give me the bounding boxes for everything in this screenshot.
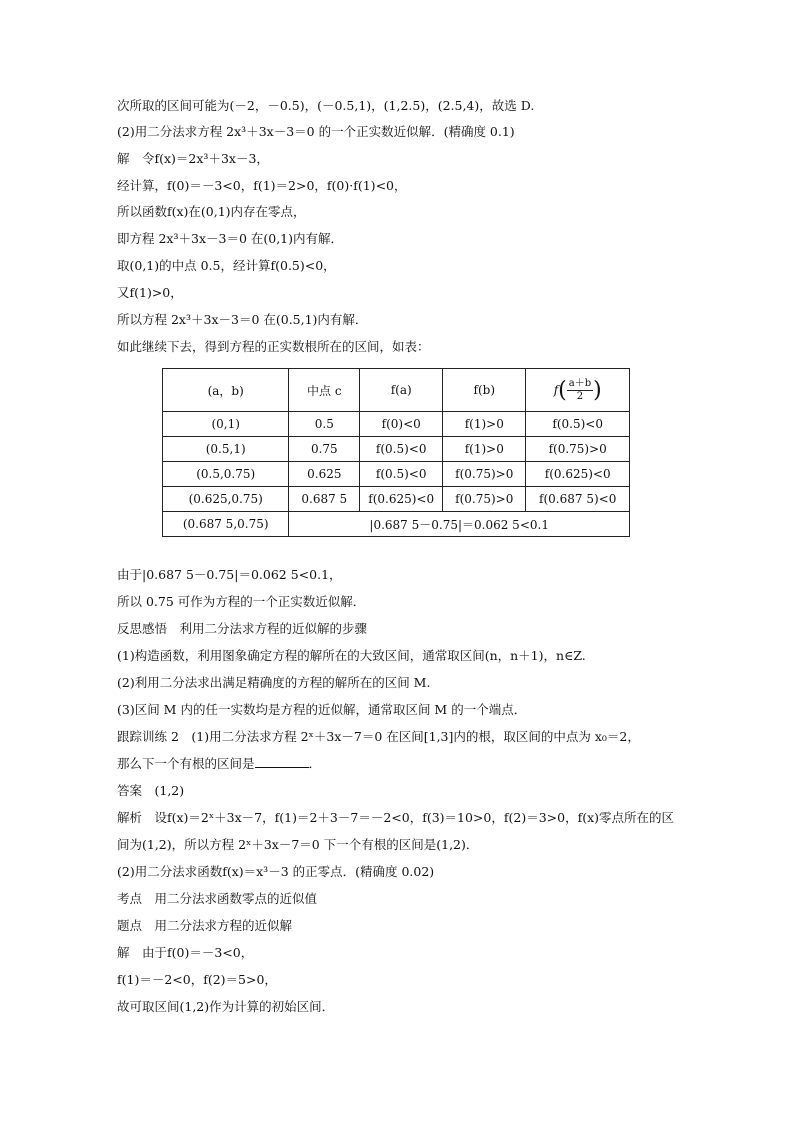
text-line: f(1)＝－2<0，f(2)＝5>0，: [117, 972, 277, 987]
table-row: [163, 462, 630, 487]
cell-interval: (0.625,0.75): [163, 487, 289, 512]
cell-fa: f(0)<0: [360, 412, 443, 437]
cell-interval: (0.5,1): [163, 437, 289, 462]
text-line: 即方程 2x³＋3x－3＝0 在(0,1)内有解．: [117, 231, 344, 246]
cell-fa: f(0.625)<0: [360, 487, 443, 512]
bisection-table: [162, 368, 630, 537]
answer-line: 答案 (1,2): [117, 783, 185, 798]
question-2: (2)用二分法求方程 2x³＋3x－3＝0 的一个正实数近似解．(精确度 0.1): [117, 124, 515, 139]
fraction-numerator: a＋b: [568, 377, 592, 389]
text-line: 所以函数f(x)在(0,1)内存在零点，: [117, 204, 306, 219]
cell-midpoint: 0.625: [289, 462, 360, 487]
subtopic-line: 题点 用二分法求方程的近似解: [117, 918, 293, 933]
cell-interval: (0.5,0.75): [163, 462, 289, 487]
table-row: [163, 437, 630, 462]
text-line: 所以 0.75 可作为方程的一个正实数近似解．: [117, 594, 366, 609]
cell-fa: f(0.5)<0: [360, 462, 443, 487]
header-fa: f(a): [360, 369, 443, 412]
text-line: 经计算，f(0)＝－3<0，f(1)＝2>0，f(0)·f(1)<0，: [117, 178, 407, 193]
cell-fb: f(0.75)>0: [443, 462, 526, 487]
punctuation: ．: [308, 756, 322, 771]
text-line: [117, 755, 321, 773]
cell-midpoint: 0.687 5: [289, 487, 360, 512]
cell-midpoint: 0.5: [289, 412, 360, 437]
cell-fmid: f(0.75)>0: [526, 437, 630, 462]
cell-interval: (0.687 5,0.75): [163, 512, 289, 537]
cell-fmid: f(0.625)<0: [526, 462, 630, 487]
solution-start: 解 由于f(0)＝－3<0，: [117, 945, 254, 960]
text-line: 次所取的区间可能为(－2，－0.5)，(－0.5,1)，(1,2.5)，(2.5,4)，故选 D.: [117, 98, 535, 113]
cell-interval: (0,1): [163, 412, 289, 437]
practice-question-text: 那么下一个有根的区间是: [117, 756, 255, 771]
table-row: [163, 412, 630, 437]
cell-fb: f(1)>0: [443, 437, 526, 462]
cell-midpoint: 0.75: [289, 437, 360, 462]
fraction-denominator: 2: [576, 390, 584, 402]
text-line: 故可取区间(1,2)作为计算的初始区间．: [117, 999, 335, 1014]
step-3: (3)区间 M 内的任一实数均是方程的近似解，通常取区间 M 的一个端点．: [117, 702, 527, 717]
cell-fa: f(0.5)<0: [360, 437, 443, 462]
text-line: 又f(1)>0，: [117, 285, 183, 300]
header-f-prefix: f: [553, 382, 559, 397]
header-fb: f(b): [443, 369, 526, 412]
answer-blank: [255, 755, 309, 768]
question-2b: (2)用二分法求函数f(x)＝x³－3 的正零点．(精确度 0.02): [117, 864, 435, 879]
cell-fmid: f(0.5)<0: [526, 412, 630, 437]
solution-start: 解 令f(x)＝2x³＋3x－3，: [117, 151, 269, 166]
step-1: (1)构造函数，利用图象确定方程的解所在的大致区间，通常取区间(n，n＋1)，n∈Z.: [117, 648, 586, 663]
section-heading-reflection: 反思感悟 利用二分法求方程的近似解的步骤: [117, 621, 368, 636]
cell-fb: f(1)>0: [443, 412, 526, 437]
text-line: 间为(1,2)，所以方程 2ˣ＋3x－7＝0 下一个有根的区间是(1,2)．: [117, 837, 479, 852]
table-row: [163, 487, 630, 512]
header-fraction: [567, 378, 593, 403]
cell-precision-note: |0.687 5－0.75|＝0.062 5<0.1: [289, 512, 630, 537]
text-line: 取(0,1)的中点 0.5，经计算f(0.5)<0，: [117, 258, 336, 273]
table-intro: 如此继续下去，得到方程的正实数根所在的区间，如表：: [117, 339, 430, 354]
table-header-row: [163, 369, 630, 412]
text-line: 所以方程 2x³＋3x－3＝0 在(0.5,1)内有解．: [117, 312, 368, 327]
practice-2: 跟踪训练 2 (1)用二分法求方程 2ˣ＋3x－7＝0 在区间[1,3]内的根，取区间的中点为 x₀＝2，: [117, 729, 640, 744]
header-f-midpoint: f( $\frac{a+b}{2}$ ): [526, 369, 630, 412]
header-interval: (a，b): [163, 369, 289, 412]
cell-fmid: f(0.687 5)<0: [526, 487, 630, 512]
header-midpoint: 中点 c: [289, 369, 360, 412]
cell-fb: f(0.75)>0: [443, 487, 526, 512]
analysis-line: 解析 设f(x)＝2ˣ＋3x－7，f(1)＝2＋3－7＝－2<0，f(3)＝10>0，f(2)＝3>0，f(x)零点所在的区: [117, 810, 675, 825]
text-line: 由于|0.687 5－0.75|＝0.062 5<0.1，: [117, 567, 342, 582]
topic-line: 考点 用二分法求函数零点的近似值: [117, 891, 318, 906]
table-row-final: [163, 512, 630, 537]
step-2: (2)利用二分法求出满足精确度的方程的解所在的区间 M.: [117, 675, 431, 690]
